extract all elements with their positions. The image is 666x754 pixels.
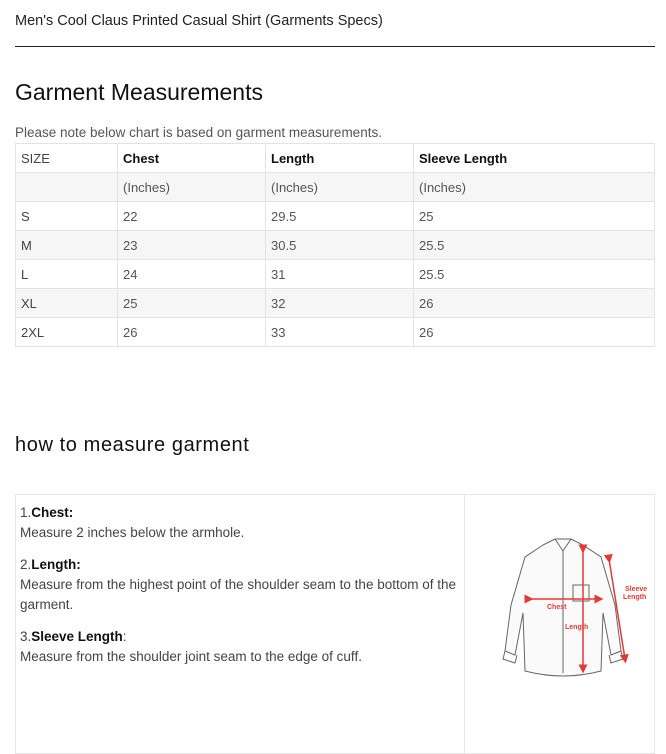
size-chart-table [15, 143, 655, 347]
instruction-number: 1. [20, 505, 32, 520]
chest-label: Chest [547, 604, 567, 611]
header-sleeve-length: Sleeve Length [414, 144, 655, 173]
sleeve-label-2: Length [623, 594, 647, 601]
cell-length: 33 [266, 318, 414, 347]
instruction-label: Sleeve Length [31, 629, 123, 644]
instruction-number: 3. [20, 629, 32, 644]
measurements-heading: Garment Measurements [15, 79, 263, 105]
instruction-desc: Measure from the shoulder joint seam to the edge of cuff. [20, 649, 362, 664]
cell-size: L [16, 260, 118, 289]
cell-chest: 24 [118, 260, 266, 289]
instruction-label: Chest: [31, 505, 74, 520]
measurements-note: Please note below chart is based on garment measurements. [15, 125, 382, 140]
howto-heading: how to measure garment [15, 434, 250, 456]
header-size: SIZE [16, 144, 118, 173]
instruction-desc: Measure from the highest point of the shoulder seam to the bottom of the garment. [20, 577, 457, 612]
cell-sleeve-length: 25.5 [414, 260, 655, 289]
length-label: Length [565, 624, 589, 631]
header-chest: Chest [118, 144, 266, 173]
cell-chest: 25 [118, 289, 266, 318]
instruction-desc: Measure 2 inches below the armhole. [20, 525, 245, 540]
instruction-sleeve-length [20, 627, 460, 667]
unit-sleeve-length: (Inches) [414, 173, 655, 202]
shirt-diagram [483, 535, 648, 683]
cell-sleeve-length: 25 [414, 202, 655, 231]
table-row [16, 231, 655, 260]
cell-size: 2XL [16, 318, 118, 347]
cell-sleeve-length: 26 [414, 318, 655, 347]
measure-instructions [16, 495, 465, 753]
cell-length: 29.5 [266, 202, 414, 231]
cell-chest: 23 [118, 231, 266, 260]
shirt-diagram-panel [465, 495, 654, 753]
unit-length: (Inches) [266, 173, 414, 202]
table-row [16, 318, 655, 347]
table-row [16, 202, 655, 231]
instruction-suffix: : [122, 629, 127, 644]
cell-chest: 22 [118, 202, 266, 231]
cell-sleeve-length: 26 [414, 289, 655, 318]
instruction-length [20, 555, 460, 615]
instruction-chest [20, 503, 460, 543]
instruction-number: 2. [20, 557, 32, 572]
cell-chest: 26 [118, 318, 266, 347]
table-header-row [16, 144, 655, 173]
sleeve-label-1: Sleeve [625, 586, 648, 593]
table-units-row [16, 173, 655, 202]
cell-length: 32 [266, 289, 414, 318]
cell-length: 30.5 [266, 231, 414, 260]
table-row [16, 260, 655, 289]
title-divider [15, 46, 655, 47]
header-length: Length [266, 144, 414, 173]
cell-length: 31 [266, 260, 414, 289]
cell-size: S [16, 202, 118, 231]
instruction-label: Length: [31, 557, 81, 572]
cell-sleeve-length: 25.5 [414, 231, 655, 260]
measure-guide-box [15, 494, 655, 754]
unit-chest: (Inches) [118, 173, 266, 202]
cell-size: M [16, 231, 118, 260]
page-title: Men's Cool Claus Printed Casual Shirt (Garments Specs) [15, 13, 383, 29]
table-row [16, 289, 655, 318]
unit-size [16, 173, 118, 202]
cell-size: XL [16, 289, 118, 318]
